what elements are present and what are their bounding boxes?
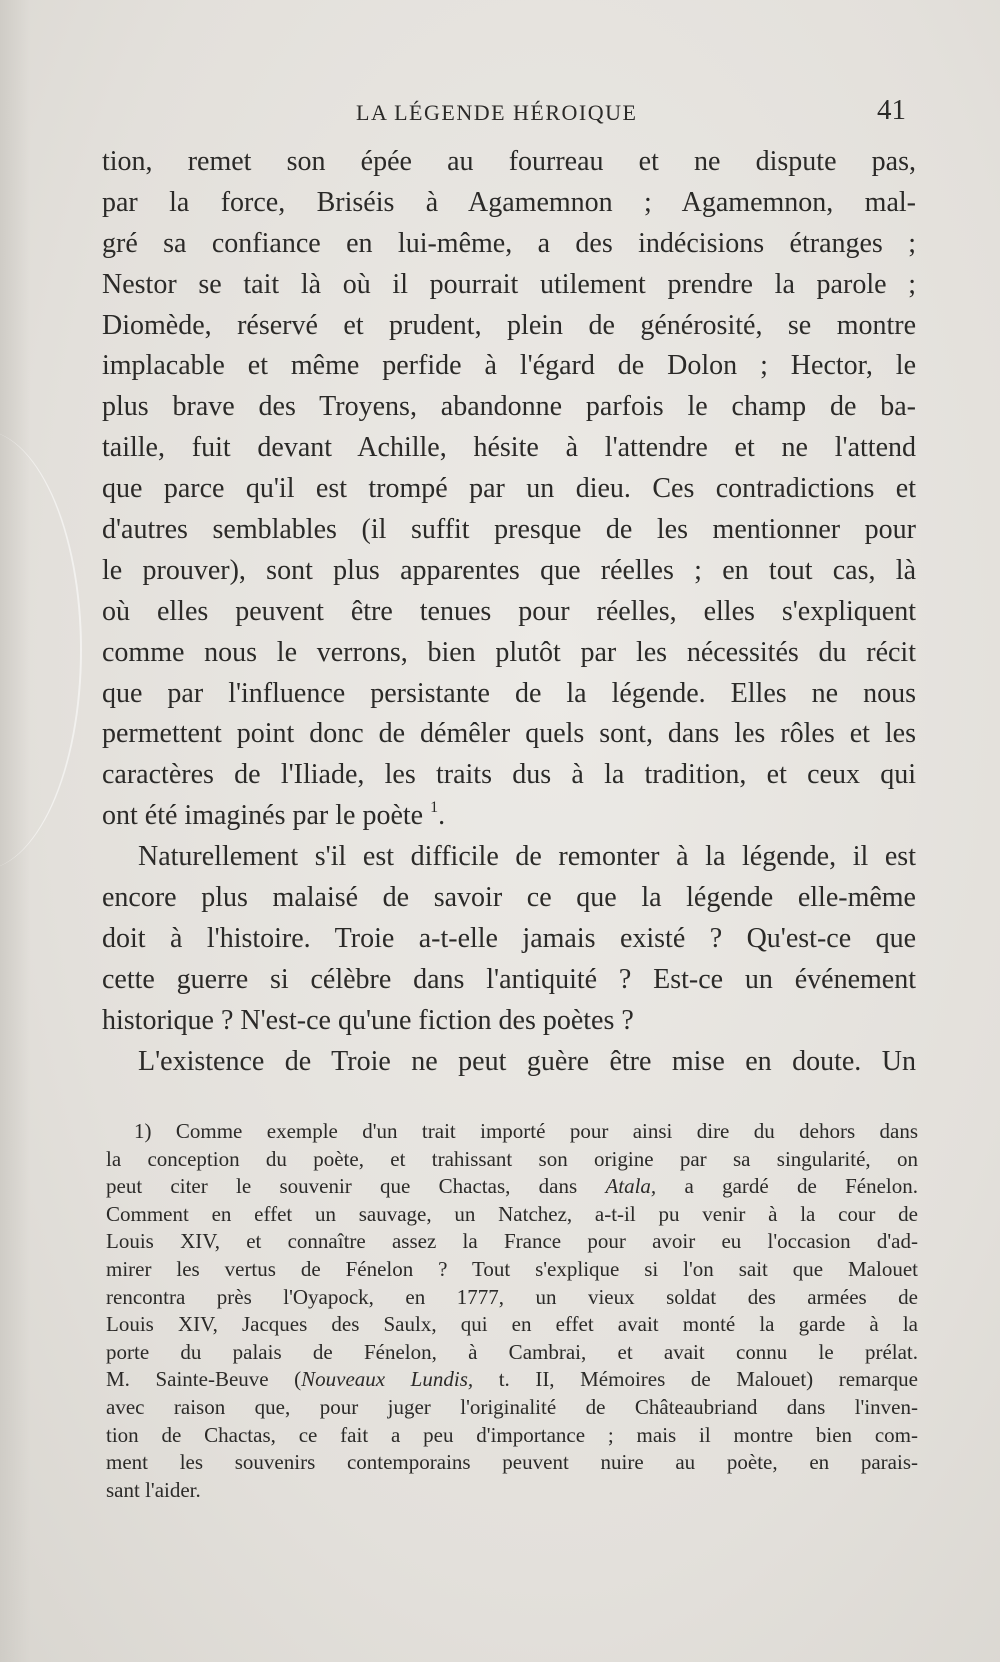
bleed-through-curve	[0, 430, 82, 870]
text-line: cette guerre si célèbre dans l'antiquité ? Est-ce un événement	[102, 963, 916, 995]
text-line: que parce qu'il est trompé par un dieu. Ces contradictions et	[102, 473, 916, 505]
text-line: caractères de l'Iliade, les traits dus à la tradition, et ceux qui	[102, 759, 916, 791]
footnote-line: avec raison que, pour juger l'originalité de Châteaubriand dans l'inven-	[106, 1394, 918, 1419]
footnote-line: ment les souvenirs contemporains peuvent nuire au poète, en parais-	[106, 1450, 918, 1475]
footnote-line-content: peut citer le souvenir que Chactas, dans	[106, 1174, 578, 1199]
book-title-atala: Atala,	[605, 1174, 657, 1199]
text-line: Nestor se tait là où il pourrait utilement prendre la parole ;	[102, 268, 916, 300]
text-line: encore plus malaisé de savoir ce que la légende elle-même	[102, 882, 916, 914]
footnote-line-content: M. Sainte-Beuve (	[106, 1367, 302, 1392]
text-line-paragraph-start: L'existence de Troie ne peut guère être mise en doute. Un	[138, 1045, 916, 1077]
footnote-line: sant l'aider.	[106, 1477, 201, 1502]
footnote-line: la conception du poète, et trahissant son origine par sa singularité, on	[106, 1146, 918, 1171]
main-text	[102, 142, 916, 1082]
text-line: permettent point donc de démêler quels sont, dans les rôles et les	[102, 718, 916, 750]
footnote-line: rencontra près l'Oyapock, en 1777, un vieux soldat des armées de	[106, 1284, 918, 1309]
text-line: gré sa confiance en lui-même, a des indécisions étranges ;	[102, 227, 916, 259]
text-line: Diomède, réservé et prudent, plein de générosité, se montre	[102, 309, 916, 341]
text-line: par la force, Briséis à Agamemnon ; Agamemnon, mal-	[102, 186, 916, 218]
footnote-reference[interactable]: 1	[430, 799, 439, 817]
footnote-line: mirer les vertus de Fénelon ? Tout s'explique si l'on sait que Malouet	[106, 1256, 918, 1281]
text-line: doit à l'histoire. Troie a-t-elle jamais existé ? Qu'est-ce que	[102, 922, 916, 954]
book-title-nouveaux-lundis: Nouveaux Lundis,	[301, 1367, 474, 1392]
footnote-line-content: a gardé de Fénelon.	[684, 1174, 918, 1199]
text-line: implacable et même perfide à l'égard de Dolon ; Hector, le	[102, 350, 916, 382]
page-number: 41	[877, 94, 906, 126]
footnote-line: Louis XIV, et connaître assez la France pour avoir eu l'occasion d'ad-	[106, 1229, 918, 1254]
text-line-paragraph-end: historique ? N'est-ce qu'une fiction des poètes ?	[102, 1004, 634, 1036]
footnote-line: tion de Chactas, ce fait a peu d'importance ; mais il montre bien com-	[106, 1422, 918, 1447]
text-line: plus brave des Troyens, abandonne parfois le champ de ba-	[102, 391, 916, 423]
footnote	[106, 1118, 918, 1504]
footnote-line: 1) Comme exemple d'un trait importé pour ainsi dire du dehors dans	[134, 1119, 918, 1143]
text-line: taille, fuit devant Achille, hésite à l'attendre et ne l'attend	[102, 432, 916, 464]
text-line: où elles peuvent être tenues pour réelles, elles s'expliquent	[102, 595, 916, 627]
text-line: que par l'influence persistante de la légende. Elles ne nous	[102, 677, 916, 709]
footnote-line: Louis XIV, Jacques des Saulx, qui en effet avait monté la garde à la	[106, 1312, 918, 1337]
footnote-line: Comment en effet un sauvage, un Natchez, a-t-il pu venir à la cour de	[106, 1201, 918, 1226]
text-line-punctuation: .	[438, 800, 446, 832]
footnote-line-content: t. II, Mémoires de Malouet) remarque	[498, 1367, 918, 1392]
footnote-line	[106, 1173, 918, 1201]
text-line-paragraph-start: Naturellement s'il est difficile de remonter à la légende, il est	[138, 841, 916, 873]
text-line-paragraph-end	[102, 796, 916, 837]
running-head: LA LÉGENDE HÉROIQUE	[356, 100, 638, 125]
text-line: tion, remet son épée au fourreau et ne dispute pas,	[102, 146, 916, 177]
footnote-line: porte du palais de Fénelon, à Cambrai, et avait connu le prélat.	[106, 1339, 918, 1364]
text-line: comme nous le verrons, bien plutôt par les nécessités du récit	[102, 636, 916, 668]
text-line: d'autres semblables (il suffit presque de les mentionner pour	[102, 514, 916, 546]
page-header	[106, 96, 906, 136]
text-line-content: ont été imaginés par le poète	[102, 800, 424, 832]
footnote-line	[106, 1366, 918, 1394]
text-line: le prouver), sont plus apparentes que réelles ; en tout cas, là	[102, 554, 916, 586]
